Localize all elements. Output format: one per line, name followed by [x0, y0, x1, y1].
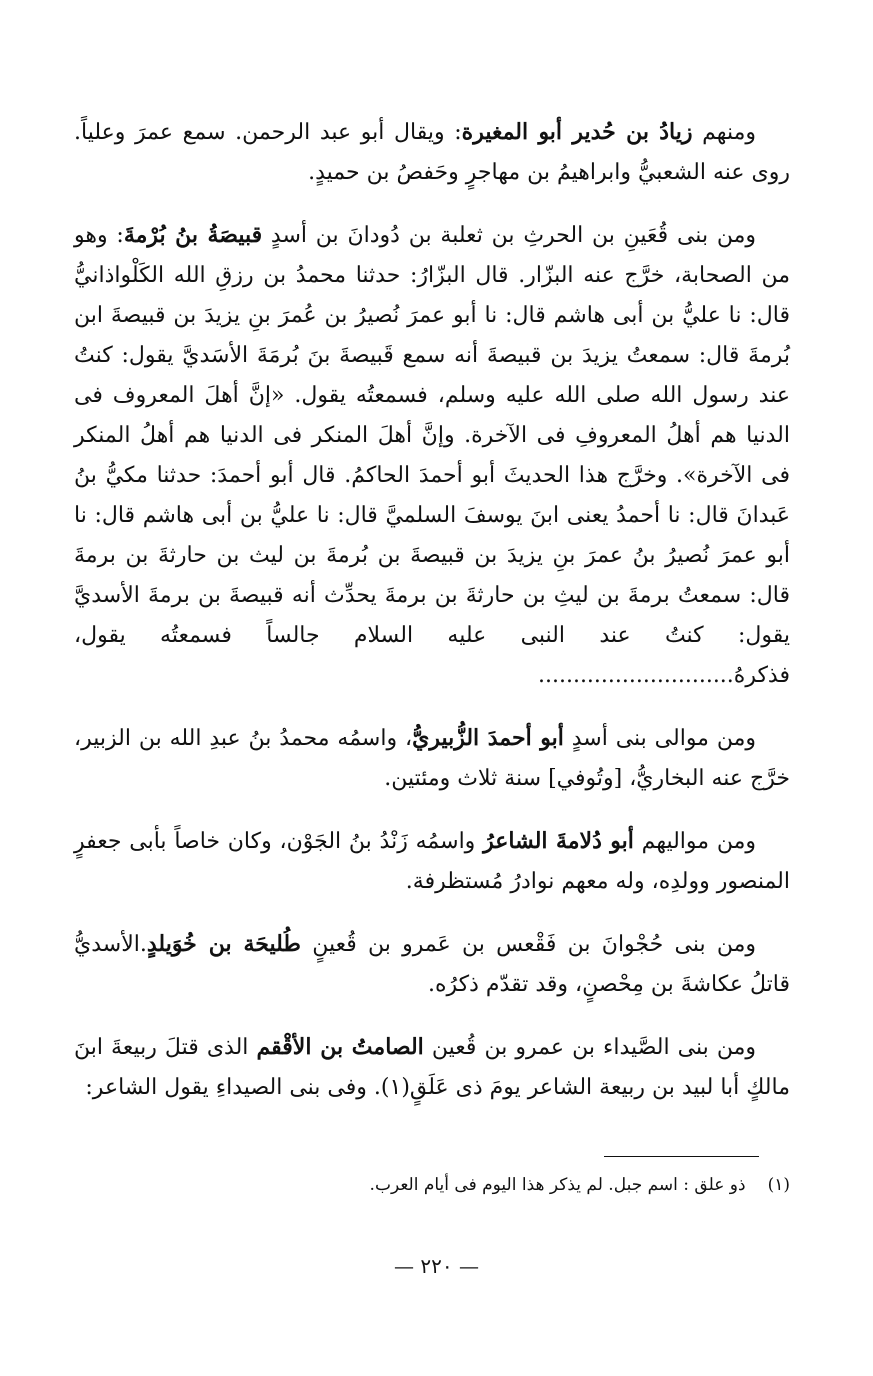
- footnote-divider: [604, 1156, 759, 1157]
- page-number: — ٢٢٠ —: [394, 1254, 479, 1278]
- footnote: [200, 1172, 790, 1198]
- text-run: ومن مواليهم: [633, 829, 756, 854]
- text-run: : ويقال أبو عبد الرحمن. سمع عمرَ وعلياً. روى عنه الشعبيُّ وابراهيمُ بن مهاجرٍ وحَفصُ بن حميدٍ.: [74, 120, 790, 185]
- footnote-number: (١): [767, 1175, 790, 1195]
- text-run: ومنهم: [692, 120, 756, 145]
- bold-name: أبو أحمدَ الزُّبيريُّ: [412, 725, 564, 751]
- paragraph-3: [74, 718, 790, 799]
- text-run: ومن بنى حُجْوانَ بن فَقْعس بن عَمرو بن قُعينٍ: [300, 932, 756, 957]
- paragraph-6: [74, 1027, 790, 1108]
- text-run: ومن موالى بنى أسدٍ: [563, 726, 757, 751]
- bold-name: قبيصَةُ بنُ بُرْمةَ: [123, 222, 263, 248]
- text-run: : وهو من الصحابة، خرَّج عنه البزّار. قال البزّارُ: حدثنا محمدُ بن رزقِ الله الكَلْواذانيُّ قال: نا عليُّ بن أبى هاشم قال: نا أبو عمرَ نُصيرُ بن عُمرَ بنِ يزيدَ بن قبيصةَ ابن بُرمةَ قال: سمعتُ يزيدَ بن قبيصةَ أنه سمع قَبيصةَ بنَ بُرمَةَ الأسَديَّ يقول: كنتُ عند رسول الله صلى الله عليه وسلم، فسمعتُه يقول. «إنَّ أهلَ المعروف فى الدنيا هم أهلُ المعروفِ فى الآخرة. وإنَّ أهلَ المنكر فى الدنيا هم أهلُ المنكر فى الآخرة». وخرَّج هذا الحديثَ أبو أحمدَ الحاكمُ. قال أبو أحمدَ: حدثنا مكيُّ بنُ عَبدانَ قال: نا أحمدُ يعنى ابنَ يوسفَ السلميَّ قال: نا عليُّ بن أبى هاشم قال: نا أبو عمرَ نُصيرُ بنُ عمرَ بنِ يزيدَ بن قبيصةَ بن بُرمةَ بن ليث بن حارثةَ بن برمةَ قال: سمعتُ برمةَ بن ليثِ بن حارثةَ بن برمةَ يحدِّث أنه قبيصةَ بن برمةَ الأسديَّ يقول: كنتُ عند النبى عليه السلام جالساً فسمعتُه يقول، فذكرهُ............................: [74, 223, 790, 688]
- text-run: ومن بنى الصَّيداء بن عمرو بن قُعين: [423, 1035, 757, 1060]
- text-run: .الأسديُّ قاتلُ عكاشةَ بن مِحْصنٍ، وقد تقدّم ذكرُه.: [74, 932, 790, 997]
- text-run: ومن بنى قُعَينِ بن الحرثِ بن ثعلبة بن دُودانَ بن أسدٍ: [262, 223, 757, 248]
- bold-name: زيادُ بن حُدير أبو المغيرة: [461, 119, 693, 145]
- text-run: واسمُه زَنْدُ بنُ الجَوْن، وكان خاصاً بأبى جعفرٍ المنصور وولدِه، وله معهم نوادرُ مُستظرفة.: [74, 829, 790, 894]
- bold-name: الصامتُ بن الأقْقم: [256, 1034, 424, 1060]
- text-run: ، واسمُه محمدُ بنُ عبدِ الله بن الزبير، خرَّج عنه البخاريُّ، [وتُوفي] سنة ثلاث ومئتين.: [74, 726, 790, 791]
- paragraph-4: [74, 821, 790, 902]
- main-text: [74, 112, 790, 1108]
- text-run: الذى قتلَ ربيعةَ ابنَ مالكٍ أبا لبيد بن ربيعة الشاعر يومَ ذى عَلَقٍ(١). وفى بنى الصيداءِ يقول الشاعر:: [74, 1035, 790, 1100]
- paragraph-5: [74, 924, 790, 1005]
- bold-name: طُليحَة بن خُوَيلدٍ: [146, 931, 301, 957]
- footnote-text: ذو علق : اسم جبل. لم يذكر هذا اليوم فى أيام العرب.: [369, 1175, 746, 1195]
- paragraph-1: [74, 112, 790, 193]
- bold-name: أبو دُلامةَ الشاعرُ: [483, 828, 634, 854]
- paragraph-2: [74, 215, 790, 696]
